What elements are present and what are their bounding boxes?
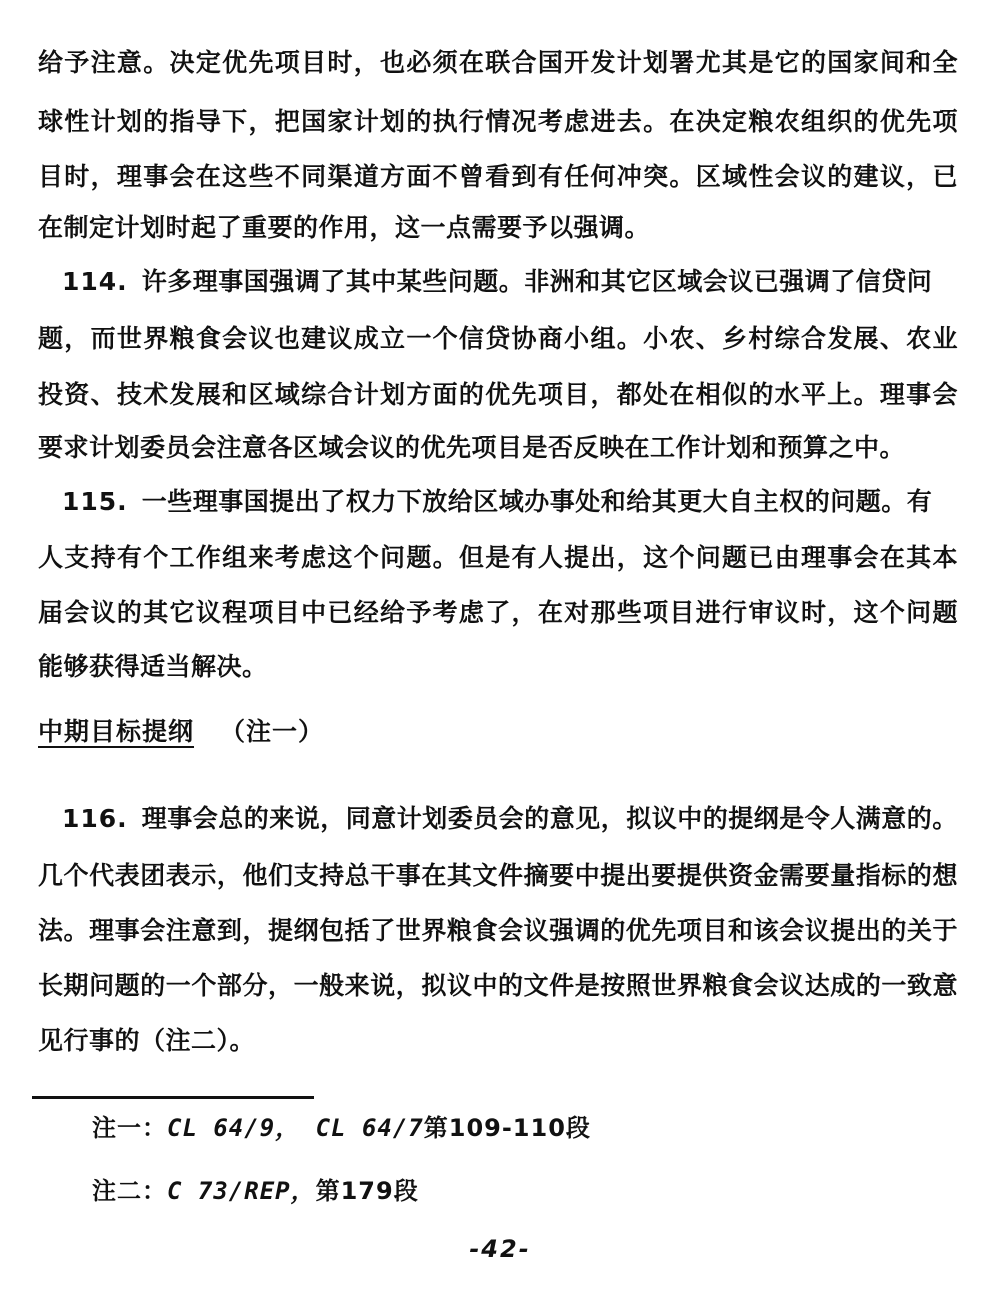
paragraph-115-line-2: 人支持有个工作组来考虑这个问题。但是有人提出，这个问题已由理事会在其本 [38, 543, 958, 572]
page-number: -42- [469, 1235, 531, 1263]
paragraph-114-line-4: 要求计划委员会注意各区域会议的优先项目是否反映在工作计划和预算之中。 [38, 433, 906, 462]
footnote-2 [92, 1175, 419, 1207]
paragraph-116-line-5: 见行事的（注二）。 [38, 1026, 256, 1055]
footnote-1-ref: CL 64/9， CL 64/7 [167, 1114, 424, 1142]
paragraph-number-115: 115. [62, 487, 128, 516]
footnote-2-tail: 第179段 [315, 1177, 419, 1205]
paragraph-114-line-2: 题，而世界粮食会议也建议成立一个信贷协商小组。小农、乡村综合发展、农业 [38, 324, 958, 353]
paragraph-116-line-4: 长期问题的一个部分，一般来说，拟议中的文件是按照世界粮食会议达成的一致意 [38, 971, 958, 1000]
footnote-divider [32, 1096, 314, 1099]
paragraph-115-line-3: 届会议的其它议程项目中已经给予考虑了，在对那些项目进行审议时，这个问题 [38, 598, 958, 627]
paragraph-cont-line-4: 在制定计划时起了重要的作用，这一点需要予以强调。 [38, 213, 651, 242]
paragraph-number-116: 116. [62, 804, 128, 833]
footnote-1-label: 注一： [92, 1114, 167, 1142]
footnote-1-tail: 第109-110段 [423, 1114, 591, 1142]
paragraph-cont-line-1: 给予注意。决定优先项目时，也必须在联合国开发计划署尤其是它的国家间和全 [38, 48, 958, 77]
paragraph-cont-line-3: 目时，理事会在这些不同渠道方面不曾看到有任何冲突。区域性会议的建议，已 [38, 162, 958, 191]
footnote-1 [92, 1112, 591, 1144]
paragraph-116-text-1: 理事会总的来说，同意计划委员会的意见，拟议中的提纲是令人满意的。 [141, 804, 958, 833]
paragraph-115-line-1 [38, 486, 958, 518]
paragraph-115-text-1: 一些理事国提出了权力下放给区域办事处和给其更大自主权的问题。有 [141, 487, 933, 516]
section-note-ref: （注一） [220, 717, 325, 746]
footnote-2-label: 注二： [92, 1177, 167, 1205]
paragraph-114-line-1 [38, 266, 958, 298]
paragraph-number-114: 114. [62, 267, 128, 296]
section-title: 中期目标提纲 [38, 717, 195, 746]
footnote-2-ref: C 73/REP， [167, 1177, 316, 1205]
paragraph-116-line-2: 几个代表团表示，他们支持总干事在其文件摘要中提出要提供资金需要量指标的想 [38, 861, 958, 890]
paragraph-116-line-1 [38, 803, 958, 835]
paragraph-cont-line-2: 球性计划的指导下，把国家计划的执行情况考虑进去。在决定粮农组织的优先项 [38, 107, 958, 136]
paragraph-115-line-4: 能够获得适当解决。 [38, 652, 268, 681]
paragraph-116-line-3: 法。理事会注意到，提纲包括了世界粮食会议强调的优先项目和该会议提出的关于 [38, 916, 958, 945]
section-heading [38, 715, 324, 749]
paragraph-114-text-1: 许多理事国强调了其中某些问题。非洲和其它区域会议已强调了信贷问 [141, 267, 933, 296]
paragraph-114-line-3: 投资、技术发展和区域综合计划方面的优先项目，都处在相似的水平上。理事会 [38, 380, 958, 409]
